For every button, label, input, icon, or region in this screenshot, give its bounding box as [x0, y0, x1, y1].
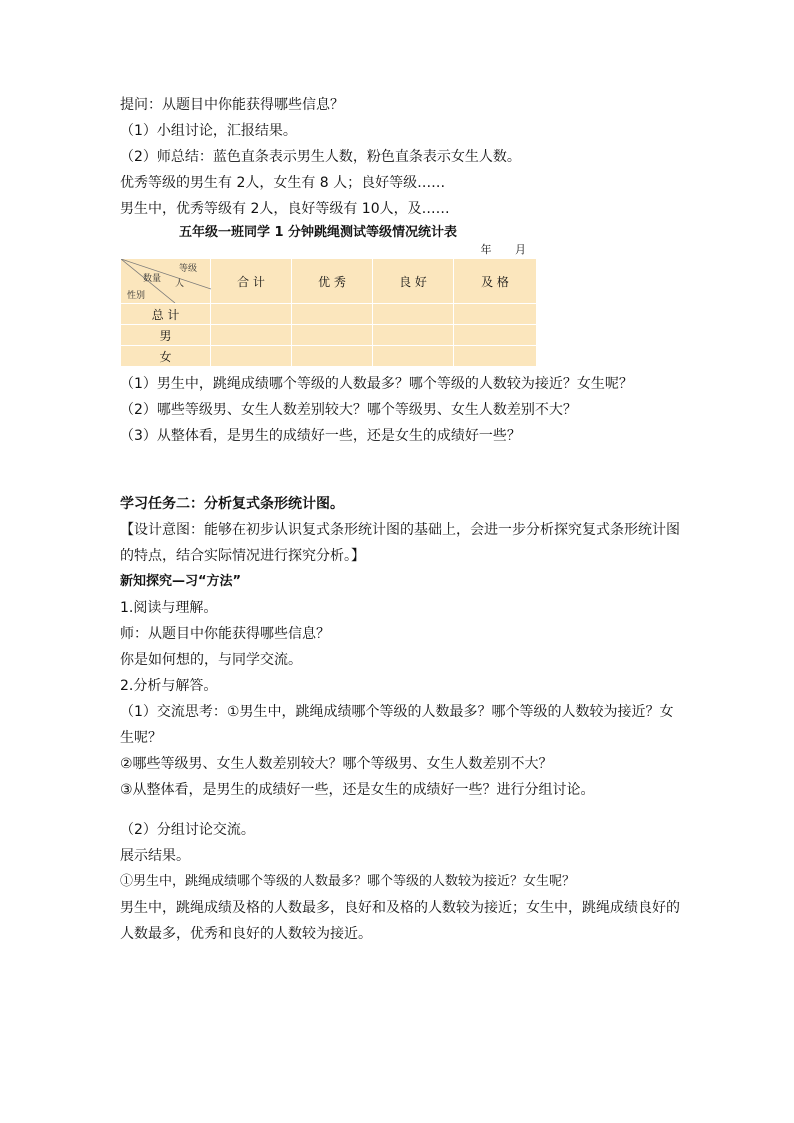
- text-line: 展示结果。: [120, 848, 190, 864]
- text-line: ②哪些等级男、女生人数差别较大？哪个等级男、女生人数差别不大？: [120, 756, 553, 772]
- text-line: （2）师总结：蓝色直条表示男生人数，粉色直条表示女生人数。: [120, 149, 521, 165]
- text-line: （1）小组讨论，汇报结果。: [120, 123, 297, 139]
- document-page: [120, 92, 680, 947]
- row-header: 总 计: [121, 304, 211, 325]
- table-title: 五年级一班同学 1 分钟跳绳测试等级情况统计表: [178, 225, 458, 240]
- text-line: 优秀等级的男生有 2人，女生有 8 人；良好等级……: [120, 175, 446, 191]
- table-date: 年 月: [480, 243, 536, 256]
- text-line: 男生中，优秀等级有 2人，良好等级有 10人，及……: [120, 201, 450, 217]
- column-header: 合 计: [211, 259, 292, 304]
- table-cell: [373, 304, 454, 325]
- stat-table-block: [120, 224, 536, 367]
- table-cell: [292, 304, 373, 325]
- question-line: （2）哪些等级男、女生人数差别较大？哪个等级男、女生人数差别不大？: [120, 402, 577, 418]
- column-header: 优 秀: [292, 259, 373, 304]
- corner-count: 数量: [143, 274, 162, 284]
- stat-table: [120, 258, 537, 367]
- row-header: 男: [121, 325, 211, 346]
- text-line: 2.分析与解答。: [120, 678, 218, 694]
- table-cell: [373, 346, 454, 367]
- design-intent: 【设计意图：能够在初步认识复式条形统计图的基础上，会进一步分析探究复式条形统计图的特点，结合实际情况进行探究分析。】: [120, 522, 680, 564]
- answer-paragraph: 男生中，跳绳成绩及格的人数最多，良好和及格的人数较为接近；女生中，跳绳成绩良好的人数最多，优秀和良好的人数较为接近。: [120, 900, 680, 942]
- table-cell: [211, 346, 292, 367]
- table-cell: [373, 325, 454, 346]
- table-cell: [292, 346, 373, 367]
- column-header: 良 好: [373, 259, 454, 304]
- question-line: （3）从整体看，是男生的成绩好一些，还是女生的成绩好一些？: [120, 428, 521, 444]
- corner-gender: 性别: [127, 291, 146, 301]
- table-cell: [211, 325, 292, 346]
- column-header: 及 格: [454, 259, 537, 304]
- corner-grade: 等级: [179, 264, 198, 274]
- text-line: ①男生中，跳绳成绩哪个等级的人数最多？哪个等级的人数较为接近？女生呢？: [120, 874, 576, 889]
- table-cell: [454, 325, 537, 346]
- section-heading: 学习任务二：分析复式条形统计图。: [120, 496, 344, 512]
- text-line: 1.阅读与理解。: [120, 600, 218, 616]
- row-header: 女: [121, 346, 211, 367]
- text-line: ③从整体看，是男生的成绩好一些，还是女生的成绩好一些？进行分组讨论。: [120, 782, 595, 798]
- text-line: 师：从题目中你能获得哪些信息？: [120, 626, 330, 642]
- table-cell: [292, 325, 373, 346]
- table-cell: [211, 304, 292, 325]
- table-cell: [454, 346, 537, 367]
- text-line: 你是如何想的，与同学交流。: [120, 652, 302, 668]
- table-corner-cell: [121, 259, 211, 304]
- corner-unit: 人: [175, 279, 185, 289]
- question-line: 提问：从题目中你能获得哪些信息？: [120, 97, 344, 113]
- question-line: （1）男生中，跳绳成绩哪个等级的人数最多？哪个等级的人数较为接近？女生呢？: [120, 376, 633, 392]
- text-line: （2）分组讨论交流。: [120, 822, 255, 838]
- table-cell: [454, 304, 537, 325]
- text-line: （1）交流思考：①男生中，跳绳成绩哪个等级的人数最多？哪个等级的人数较为接近？女生呢？: [120, 704, 674, 746]
- explore-heading: 新知探究—习“方法”: [120, 574, 242, 589]
